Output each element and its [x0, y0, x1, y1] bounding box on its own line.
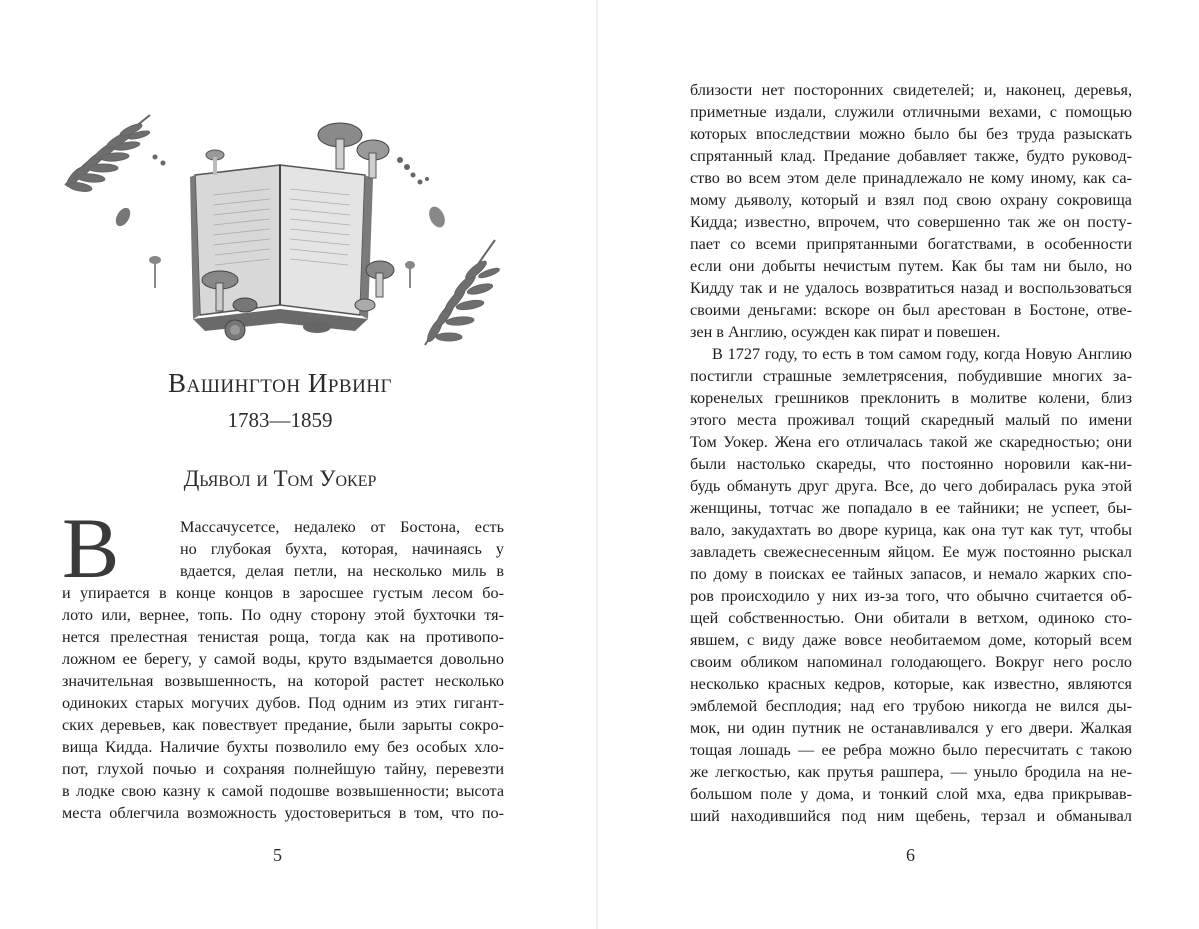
text-line: эмблемой бесплодия; над его трубою никогда не вился ды- [690, 697, 1132, 715]
page-number-right: 6 [906, 845, 915, 865]
author-years: 1783—1859 [227, 408, 333, 432]
text-line: мому дьяволу, который и взял под свою охрану сокровища [690, 191, 1132, 209]
text-line: Кидду так и не удалось возвратиться назад и воспользоваться [690, 279, 1132, 297]
left-page [0, 0, 597, 929]
text-line: же легкостью, как прутья рашпера, — уныло бродила на не- [690, 763, 1132, 781]
text-line: спрятанный клад. Предание добавляет также, будто руковод- [690, 147, 1132, 165]
right-page [598, 0, 1199, 929]
text-line: своим обликом напоминал голодающего. Вокруг него росло [690, 653, 1132, 671]
text-line: значительная возвышенность, на которой растет несколько [62, 672, 504, 690]
text-line: тощая лошадь — ее ребра можно было пересчитать с такою [690, 741, 1132, 759]
text-line: места облегчила возможность удостовериться в том, что по- [62, 804, 504, 822]
text-line: Кидда; известно, впрочем, что совершенно так же он посту- [690, 213, 1132, 231]
text-line: пает со всеми припрятанными богатствами, в особенности [690, 235, 1132, 253]
text-line: щей собственностью. Они обитали в ветхом, одиноко сто- [690, 609, 1132, 627]
text-line: своими деньгами: вскоре он был арестован в Бостоне, отве- [690, 301, 1132, 319]
text-line: в лодке свою казну к самой подошве возвышенности; высота [62, 782, 504, 800]
text-line: В 1727 году, то есть в том самом году, когда Новую Англию [712, 345, 1132, 363]
text-line: близости нет посторонних свидетелей; и, наконец, деревья, [690, 81, 1132, 99]
text-line: коренелых грешников преклонить в молитве колени, близ [690, 389, 1132, 407]
text-line: и упирается в конце концов в заросшее густым лесом бо- [62, 584, 504, 602]
text-line: ских деревьев, как повествует предание, были зарыты сокро- [62, 716, 504, 734]
text-line: по дому в поисках ее тайных запасов, и немало жарких спо- [690, 565, 1132, 583]
text-line: приметные издали, служили отличными вехами, с помощью [690, 103, 1132, 121]
page-number-left: 5 [273, 845, 282, 865]
text-line: лото или, вернее, топь. По одну сторону этой бухточки тя- [62, 606, 504, 624]
text-line: ший находившийся под ним щебень, терзал и обманывал [690, 807, 1132, 825]
text-line: одиноких старых могучих дубов. Под одним из этих гигант- [62, 694, 504, 712]
text-line: вдается, делая петли, на несколько миль в [180, 562, 504, 580]
text-line: женщины, тотчас же попадало в ее тайники; не успеет, бы- [690, 499, 1132, 517]
text-line: которых впоследствии можно было бы без труда разыскать [690, 125, 1132, 143]
text-line: Массачусетсе, недалеко от Бостона, есть [180, 518, 504, 536]
text-line: будь обмануть друг друга. Все, до чего добиралась рука этой [690, 477, 1132, 495]
drop-cap: В [62, 500, 120, 596]
text-line: ложном ее берегу, у самой воды, круто вздымается довольно [62, 650, 504, 668]
author-name: Вашингтон Ирвинг [167, 368, 393, 398]
text-line: но глубокая бухта, которая, начинаясь у [180, 540, 504, 558]
text-line: несколько красных кедров, которые, как известно, являются [690, 675, 1132, 693]
text-line: вало, закудахтать во дворе курица, как она тут как тут, чтобы [690, 521, 1132, 539]
text-line: завладеть свежеснесенным яйцом. Ее муж постоянно рыскал [690, 543, 1132, 561]
text-line: зен в Англию, осужден как пират и повешен. [690, 323, 1001, 341]
text-line: ство во всем этом деле принадлежало не кому иному, как са- [690, 169, 1132, 187]
text-line: пот, глухой почью и сохраняя полнейшую тайну, перевезти [62, 760, 504, 778]
text-line: нется прелестная тенистая роща, тогда как на противопо- [62, 628, 504, 646]
text-line: постигли страшные землетрясения, побудившие многих за- [690, 367, 1132, 385]
text-line: были настолько скареды, что постоянно норовили как-ни- [690, 455, 1132, 473]
text-line: большом поле у дома, и тонкий слой мха, едва прикрывав- [690, 785, 1132, 803]
book-mushroom-illustration [55, 105, 505, 355]
text-line: Том Уокер. Жена его отличалась такой же скаредностью; они [690, 433, 1132, 451]
left-body-text [62, 516, 504, 824]
text-line: вища Кидда. Наличие бухты позволило ему без особых хло- [62, 738, 504, 756]
text-line: этого места проживал тощий скаредный малый по имени [690, 411, 1132, 429]
text-line: ров происходило у них из-за того, что обычно считается об- [690, 587, 1132, 605]
text-line: если они добыты нечистым путем. Как бы там ни было, но [690, 257, 1132, 275]
right-body-text [690, 79, 1132, 827]
text-line: мок, ни один путник не останавливался у его двери. Жалкая [690, 719, 1132, 737]
story-title: Дьявол и Том Уокер [183, 466, 377, 491]
text-line: явшем, с виду даже вовсе необитаемом доме, который всем [690, 631, 1132, 649]
